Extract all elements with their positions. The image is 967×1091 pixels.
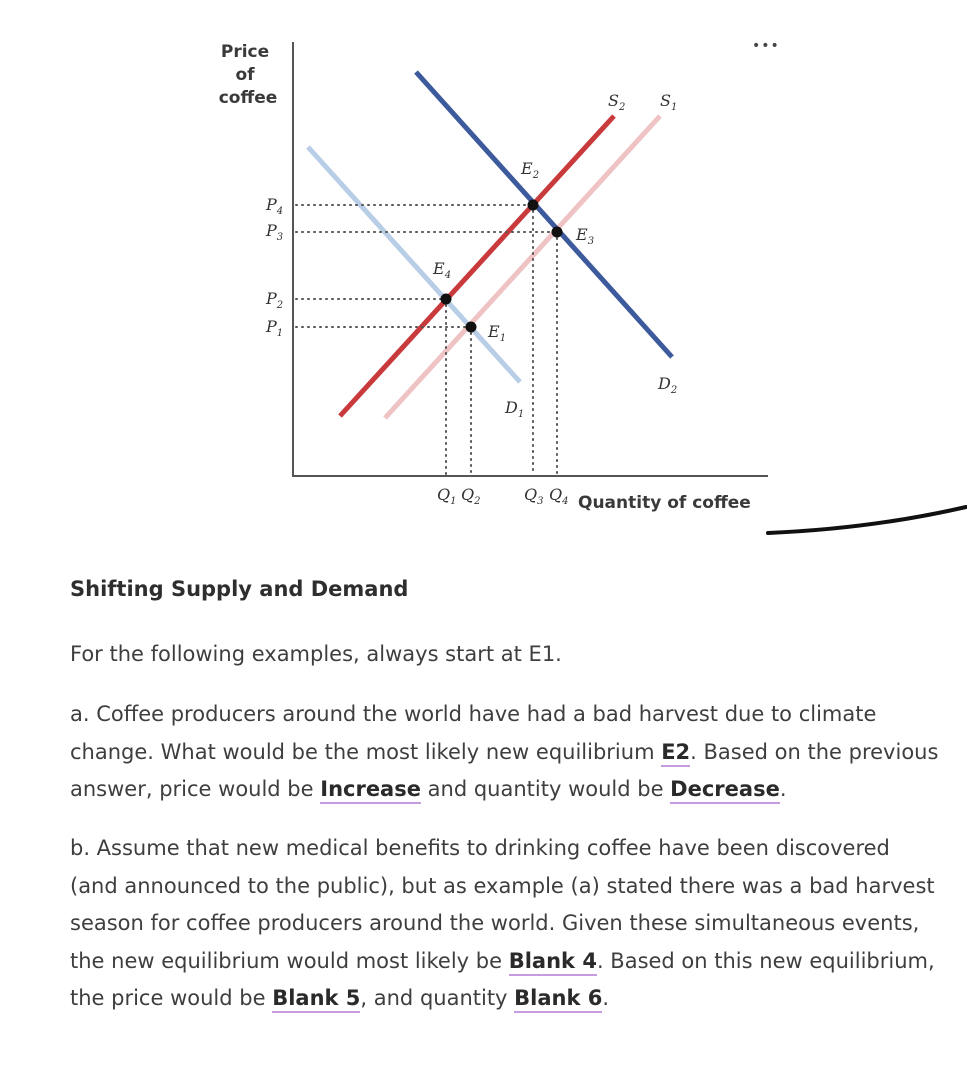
equilibrium-label-e3: $E_3$: [576, 225, 595, 247]
section-title: Shifting Supply and Demand: [70, 577, 409, 601]
answer-quantity-a[interactable]: Decrease: [670, 777, 780, 804]
curve-label-s2: $S_2$: [608, 91, 626, 113]
question-a: a. Coffee producers around the world have had a bad harvest due to climate change. What would be the most likely new equilibrium E2. Based on the previous answer, price would be Increase and quantity would be Decrease.: [70, 696, 940, 809]
curve-label-d2: $D_2$: [658, 374, 678, 396]
quantity-label-q2: $Q_2$: [461, 485, 481, 507]
curve-label-s1: $S_1$: [660, 91, 678, 113]
blank-6[interactable]: Blank 6: [514, 986, 602, 1013]
blank-4[interactable]: Blank 4: [509, 949, 597, 976]
more-options-icon[interactable]: •••: [752, 38, 780, 54]
y-axis-label: Price of coffee: [218, 42, 278, 108]
quantity-label-q1: $Q_1$: [437, 485, 457, 507]
equilibrium-label-e1: $E_1$: [488, 322, 507, 344]
quantity-label-q3: $Q_3$: [524, 485, 544, 507]
quantity-label-q4: $Q_4$: [549, 485, 569, 507]
equilibrium-label-e2: $E_2$: [521, 159, 540, 181]
curve-label-d1: $D_1$: [505, 398, 525, 420]
answer-equilibrium-a[interactable]: E2: [661, 740, 690, 767]
blank-5[interactable]: Blank 5: [272, 986, 360, 1013]
x-axis-label: Quantity of coffee: [578, 493, 751, 513]
price-label-p4: $P_4$: [266, 195, 284, 217]
price-label-p1: $P_1$: [266, 317, 284, 339]
answer-price-a[interactable]: Increase: [320, 777, 421, 804]
price-label-p2: $P_2$: [266, 289, 284, 311]
price-label-p3: $P_3$: [266, 221, 284, 243]
question-b: b. Assume that new medical benefits to drinking coffee have been discovered (and announced to the public), but as example (a) stated there was a bad harvest season for coffee producers around the world. Given these simultaneous events, the new equilibrium would most likely be Blank 4. Based on this new equilibrium, the price would be Blank 5, and quantity Blank 6.: [70, 830, 940, 1018]
equilibrium-label-e4: $E_4$: [433, 259, 452, 281]
intro-text: For the following examples, always start at E1.: [70, 642, 562, 666]
